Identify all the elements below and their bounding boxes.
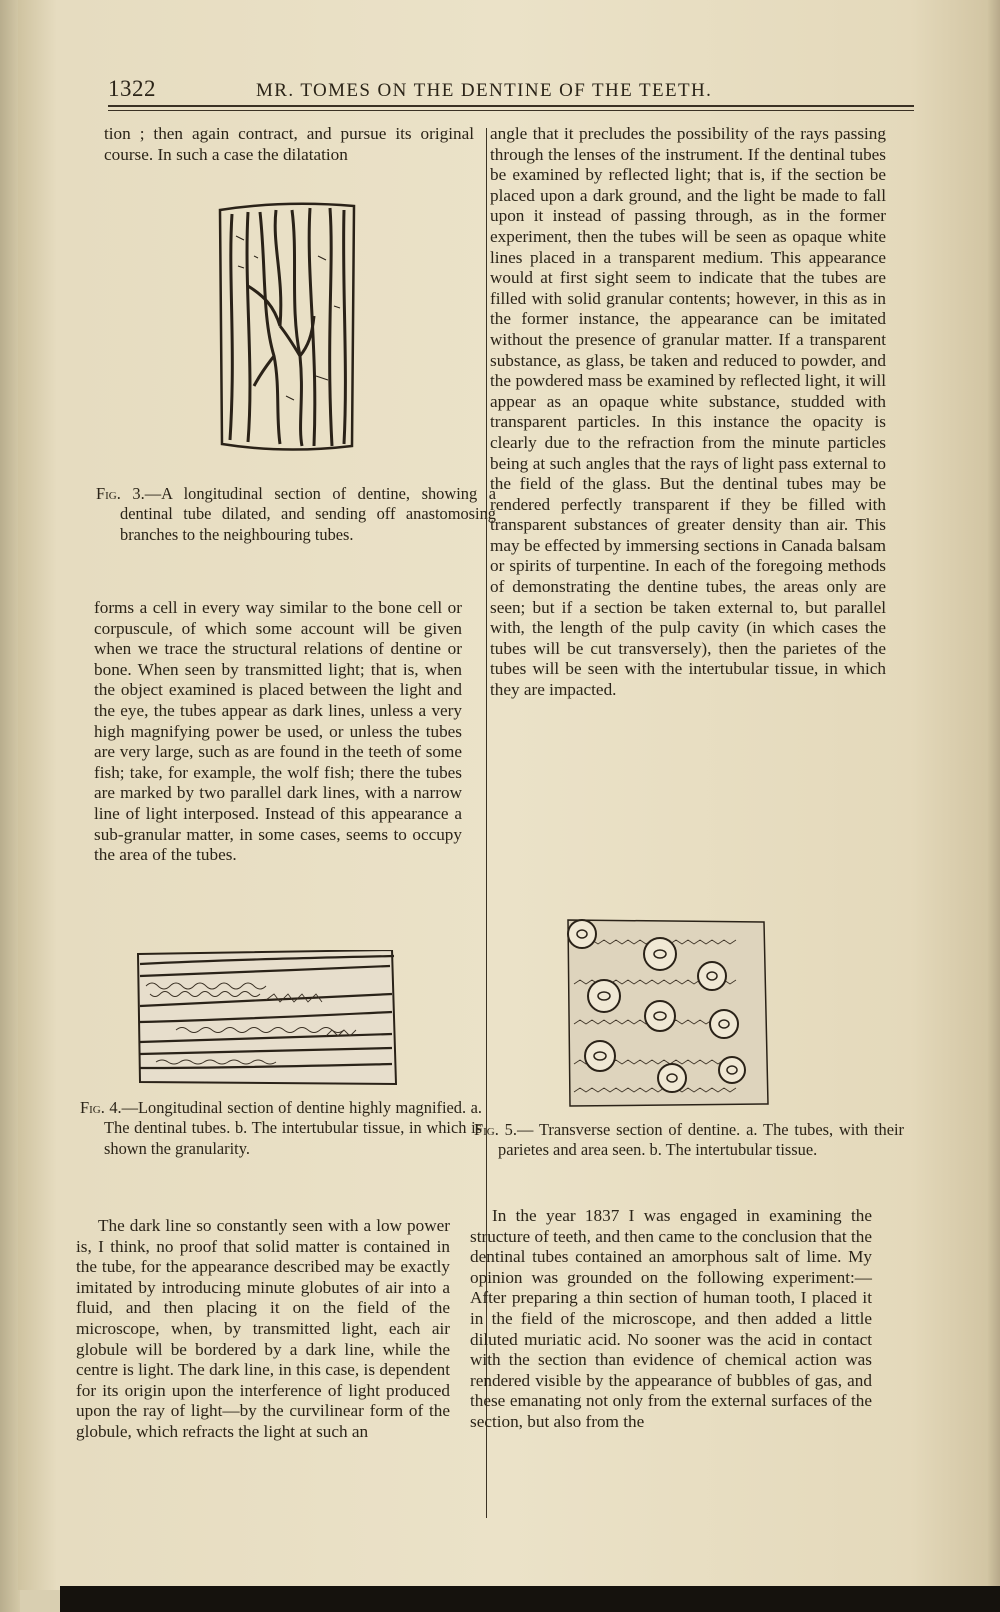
paragraph: In the year 1837 I was engaged in examining the structure of teeth, and then came to the conclusion that the dentinal tubes contained an amorphous salt of lime. My opinion was grounded on the following experiment:—After preparing a thin section of human tooth, I placed it in the field of the microscope, and then added a little diluted muriatic acid. No sooner was the acid in contact with the section than evidence of chemical action was rendered visible by the appearance of bubbles of gas, and these emanating not only from the external surfaces of the section, but also from the [470,1206,872,1431]
figure-5-caption [474,1120,904,1161]
left-column-middle-text [94,598,462,866]
figure-3-caption [96,484,496,545]
figure-5-transverse-section-illustration [564,914,772,1112]
paragraph: tion ; then again contract, and pursue its original course. In such a case the dilatation [104,124,474,164]
figure-3-caption-text: —A longitudinal section of dentine, showing a dentinal tube dilated, and sending off anastomosing branches to the neighbouring tubes. [120,484,496,544]
paragraph: forms a cell in every way similar to the bone cell or corpuscule, of which some account will be given when we trace the structural relations of dentine or bone. When seen by transmitted light; that is, when the object examined is placed between the light and the eye, the tubes appear as dark lines, unless a very high magnifying power be used, or unless the tubes are very large, such as are found in the teeth of some fish; take, for example, the wolf fish; there the tubes are marked by two parallel dark lines, with a narrow line of light interposed. Instead of this appearance a sub-granular matter, in some cases, seems to occupy the area of the tubes. [94,598,462,865]
paragraph: The dark line so constantly seen with a low power is, I think, no proof that solid matter is contained in the tube, for the appearance described may be exactly imitated by introducing minute globutes of air into a fluid, and then placing it on the field of the microscope, when, by transmitted light, each air globule will be bordered by a dark line, while the centre is light. The dark line, in this case, is dependent for its origin upon the interference of light produced upon the ray of light—by the curvilinear form of the globule, which refracts the light at such an [76,1216,450,1441]
figure-4-longitudinal-section-illustration [136,950,400,1088]
figure-4-caption [80,1098,482,1159]
paragraph: angle that it precludes the possibility of the rays passing through the lenses of the instrument. If the dentinal tubes be examined by reflected light; that is, if the section be placed upon a dark ground, and the light be made to fall upon it instead of passing through, as in the former experiment, then the tubes will be seen as opaque white lines placed in a transparent medium. This appearance would at first sight seem to indicate that the tubes are filled with solid granular contents; however, in this as in the former instance, the appearance can be imitated without the presence of granular matter. If a transparent substance, as glass, be taken and reduced to powder, and the powdered mass be examined by reflected light, it will appear as an opaque white substance, studded with transparent particles. In this instance the opacity is clearly due to the refraction from the minute particles being at such angles that the rays of light pass external to the field of the glass. But the dentinal tubes may be rendered perfectly transparent if they be filled with transparent substances of greater density than air. This may be effected by immersing sections in Canada balsam or spirits of turpentine. In each of the foregoing methods of demonstrating the dentine tubes, the areas only are seen; but if a section be taken external to, but parallel with, the length of the pulp cavity (in which cases the tubes will be cut transversely), then the parietes of the tubes will be seen with the intertubular tissue, in which they are impacted. [490,124,886,700]
figure-5-label: Fig. 5. [474,1120,517,1139]
left-column-top-text [104,124,474,165]
right-column-top-text [490,124,886,701]
header-rule [108,105,914,107]
page-bottom-shadow [60,1586,1000,1612]
figure-3-longitudinal-section-illustration [214,196,360,458]
left-column-bottom-text [76,1216,450,1443]
page-header [108,76,888,106]
figure-3-label: Fig. 3. [96,484,145,503]
figure-4-label: Fig. 4. [80,1098,122,1117]
figure-5-caption-text: — Transverse section of dentine. a. The tubes, with their parietes and area seen. b. The intertubular tissue. [498,1120,904,1160]
page-number: 1322 [108,76,156,101]
right-column-bottom-text [470,1206,872,1433]
running-title: MR. TOMES ON THE DENTINE OF THE TEETH. [256,80,713,101]
page-left-edge [0,0,20,1612]
header-rule-thin [108,110,914,111]
figure-4-caption-text: —Longitudinal section of dentine highly magnified. a. The dentinal tubes. b. The intertubular tissue, in which is shown the granularity. [104,1098,482,1158]
